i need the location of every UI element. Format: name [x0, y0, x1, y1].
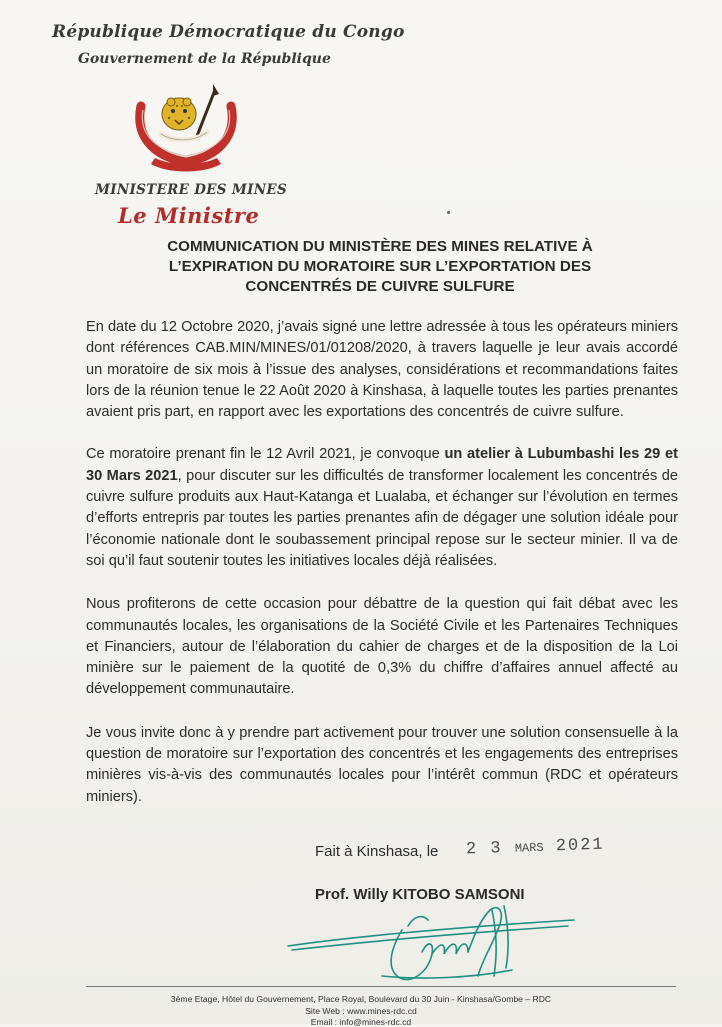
- stamp-year: 2021: [555, 835, 605, 857]
- footer-email: Email : info@mines-rdc.cd: [310, 1017, 412, 1027]
- paragraph-2-rest: , pour discuter sur les difficultés de transformer localement les concentrés de cuivre sulfure produits aux Haut-Katanga et Lualaba, et échanger sur l’évolution en termes d’efforts entrepris par toutes les parties prenantes afin de dégager une solution idéale pour l’économie nationale dont le soubassement principal repose sur le secteur minier. Il va de soi qu’il faut soutenir toutes les initiatives locales déjà réalisées.: [86, 467, 678, 569]
- paragraph-2-intro: Ce moratoire prenant fin le 12 Avril 2021, je convoque: [86, 446, 445, 463]
- stamp-day: 2 3: [465, 839, 503, 860]
- ministry-heading: MINISTERE DES MINES: [95, 182, 287, 198]
- government-heading: Gouvernement de la République: [78, 51, 331, 67]
- letter-body: [86, 317, 678, 830]
- title-line-3: CONCENTRÉS DE CUIVRE SULFURE: [245, 278, 515, 295]
- paragraph-2: [86, 444, 678, 572]
- title-line-1: COMMUNICATION DU MINISTÈRE DES MINES RELATIVE À: [167, 238, 593, 255]
- paragraph-1: En date du 12 Octobre 2020, j’avais signé une lettre adressée à tous les opérateurs miniers dont références CAB.MIN/MINES/01/01208/2020, à travers laquelle je leur avais accordé un moratoire de six mois à l’issue des analyses, considérations et recommandations faites lors de la réunion tenue le 22 Août 2020 à Kinshasa, à laquelle toutes les parties prenantes avaient pris part, en rapport avec les exportations des concentrés de cuivre sulfure.: [86, 319, 678, 421]
- country-heading: République Démocratique du Congo: [52, 22, 405, 42]
- footer-address: 3ème Etage, Hôtel du Gouvernement, Place Royal, Boulevard du 30 Juin - Kinshasa/Gombe – RDC: [170, 994, 552, 1004]
- title-line-2: L’EXPIRATION DU MORATOIRE SUR L’EXPORTATION DES: [168, 258, 592, 275]
- signer-name: Prof. Willy KITOBO SAMSONI: [315, 886, 525, 903]
- coat-of-arms-emblem: [133, 84, 239, 180]
- paragraph-4: Je vous invite donc à y prendre part activement pour trouver une solution consensuelle à la question de moratoire sur l’exportation des concentrés et les engagements des entreprises minières vis-à-vis des communautés locales pour l’intérêt commun (RDC et opérateurs miniers).: [86, 724, 678, 805]
- stamp-month: MARS: [514, 840, 544, 856]
- speck: [447, 211, 450, 214]
- place-line: Fait à Kinshasa, le: [315, 843, 439, 860]
- minister-heading: Le Ministre: [118, 203, 260, 228]
- handwritten-signature: [282, 880, 582, 990]
- footer-rule: [86, 986, 676, 987]
- document-title: [90, 237, 670, 297]
- footer-website: Site Web : www.mines-rdc.cd: [305, 1006, 417, 1016]
- paragraph-3: Nous profiterons de cette occasion pour débattre de la question qui fait débat avec les communautés locales, les organisations de la Société Civile et les Partenaires Techniques et Financiers, autour de l’élaboration du cahier de charges et de la disposition de la Loi minière sur le paiement de la quotité de 0,3% du chiffre d’affaires annuel affecté au développement communautaire.: [86, 596, 678, 698]
- date-stamp: [466, 836, 605, 860]
- paragraph-2-emphasis: un atelier à Lubumbashi les 29 et 30 Mars 2021: [86, 446, 678, 484]
